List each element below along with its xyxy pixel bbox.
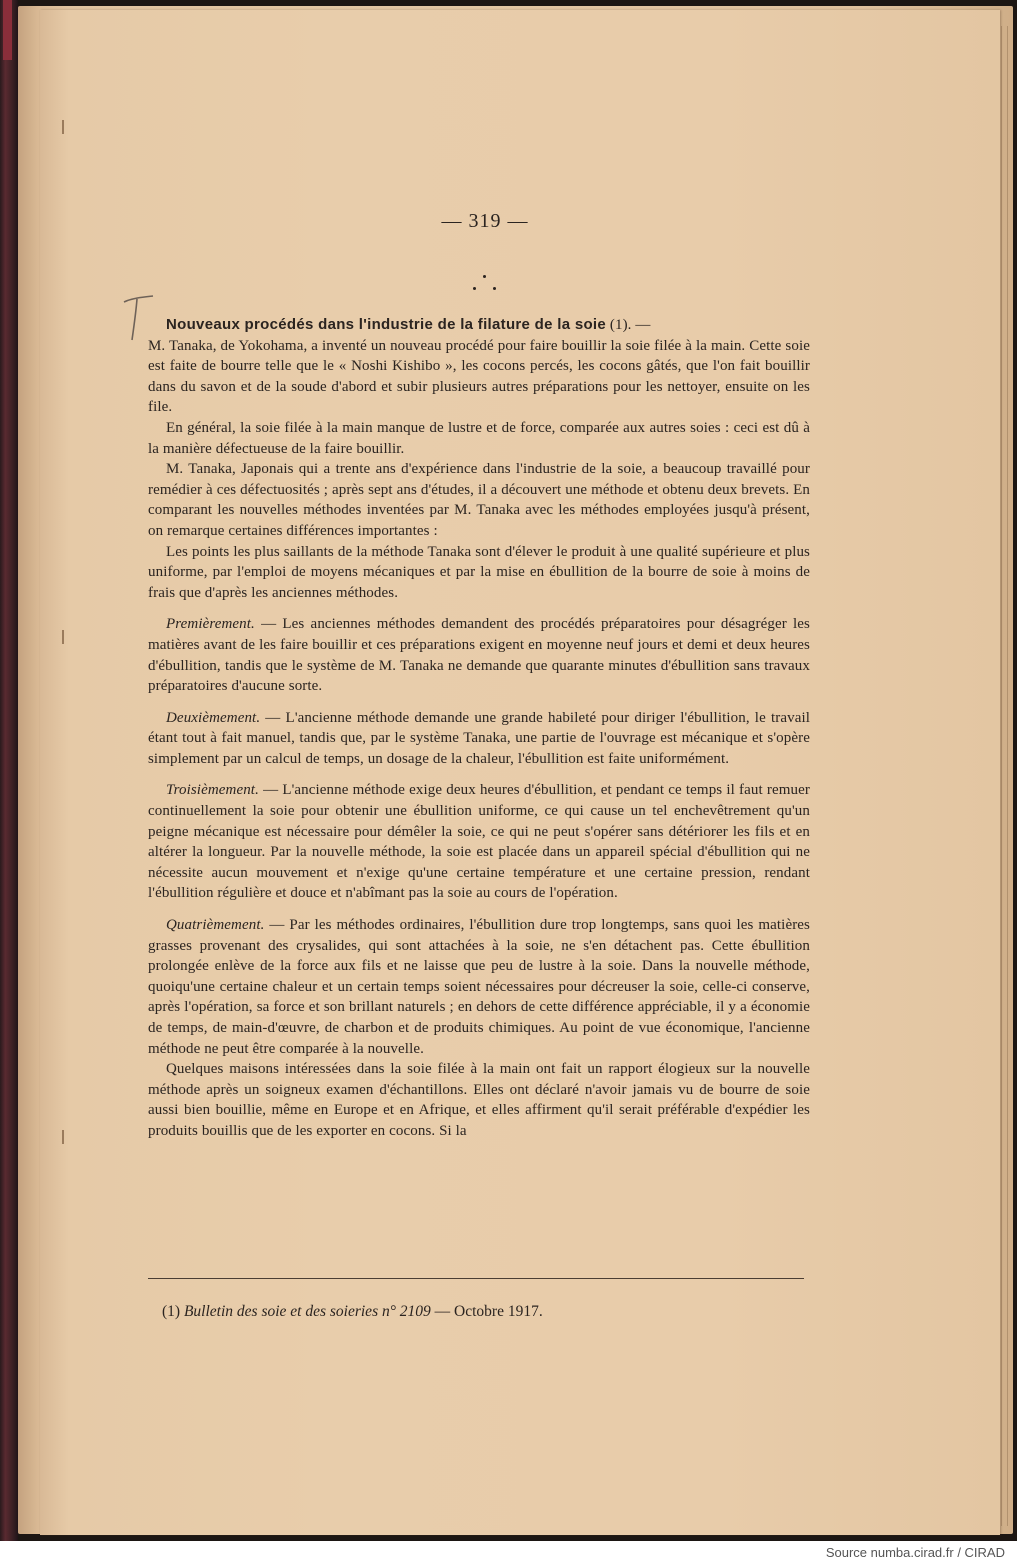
binding-stitch — [62, 1130, 64, 1144]
page-stack — [18, 6, 1013, 1534]
ornament-dots — [465, 272, 505, 294]
heading-footnote-ref: (1). — — [609, 317, 651, 333]
footnote-source: Bulletin des soie et des soieries n° 2109 — [183, 1303, 431, 1320]
paragraph — [148, 780, 810, 904]
footnote — [162, 1303, 782, 1321]
paragraph-text: M. Tanaka, Japonais qui a trente ans d'expérience dans l'industrie de la soie, a beaucoup travaillé pour remédier à ces défectuosités ; après sept ans d'études, il a découvert une méthode et obtenu deux brevets. En comparant les nouvelles méthodes inventées par M. Tanaka avec les méthodes employées jusqu'à présent, on remarque certaines différences importantes : — [148, 461, 810, 539]
paragraph-text: Quelques maisons intéressées dans la soie filée à la main ont fait un rapport élogieux sur la nouvelle méthode après un soigneux examen d'échantillons. Elles ont déclaré n'avoir jamais vu de bourre de soie aussi bien bouillie, même en Europe et en Afrique, et elles affirment qu'il serait préférable d'expédier les produits bouillis que de les exporter en cocons. Si la — [148, 1061, 810, 1139]
binding-stitch — [62, 120, 64, 134]
paragraph — [148, 542, 810, 604]
paragraph — [148, 915, 810, 1059]
attribution-bar — [0, 1541, 1017, 1566]
paragraph — [148, 708, 810, 770]
paragraph-lead: Deuxièmement. — [166, 709, 261, 726]
paragraph — [148, 1059, 810, 1141]
paragraph — [148, 614, 810, 696]
page-edge — [1001, 26, 1002, 1526]
binding-stitch — [62, 630, 64, 644]
paragraph — [148, 459, 810, 541]
page-edge — [1007, 26, 1008, 1526]
paragraph-text: Les points les plus saillants de la méthode Tanaka sont d'élever le produit à une qualité supérieure et plus uniforme, par l'emploi de moyens mécaniques et par la mise en ébullition de la bourre de soie à moins de frais que d'après les anciennes méthodes. — [148, 543, 810, 601]
footnote-date: — Octobre 1917. — [434, 1303, 543, 1320]
paragraph-lead: Premièrement. — [166, 616, 255, 633]
footnote-marker: (1) — [162, 1303, 181, 1320]
paragraph-text: En général, la soie filée à la main manque de lustre et de force, comparée aux autres soies : ceci est dû à la manière défectueuse de la faire bouillir. — [148, 419, 810, 457]
paragraph-lead: Quatrièmement. — [166, 917, 265, 934]
source-attribution: Source numba.cirad.fr / CIRAD — [825, 1545, 1005, 1560]
article-body — [148, 315, 810, 1142]
paragraph-lead: Troisièmement. — [166, 782, 259, 799]
book-spine — [0, 0, 18, 1541]
paragraph-text: — Par les méthodes ordinaires, l'ébullition dure trop longtemps, sans quoi les matières grasses provenant des crysalides, qui sont attachées à la soie, ne s'en détachent pas. Cette ébullition prolongée enlève de la force aux fils et ne laisse que peu de lustre à la soie. Dans la nouvelle méthode, quoiqu'une certaine chaleur et un certain temps soient nécessaires pour décreuser la soie, celle-ci conserve, après l'opération, sa force et son brillant naturels ; en dehors de cette différence appréciable, il y a économie de temps, de main-d'œuvre, de charbon et de produits chimiques. Au point de vue économique, l'ancienne méthode ne peut être comparée à la nouvelle. — [148, 917, 810, 1057]
article-heading: Nouveaux procédés dans l'industrie de la filature de la soie — [166, 316, 607, 333]
paragraph-text: — Les anciennes méthodes demandent des procédés préparatoires pour désagréger les matières avant de les faire bouillir et ces préparations exigent en moyenne neuf jours et demi et deux heures d'ébullition, tandis que le système de M. Tanaka ne demande que quarante minutes d'ébullition sans travaux préparatoires d'aucune sorte. — [148, 616, 810, 695]
paragraph-text: — L'ancienne méthode demande une grande habileté pour diriger l'ébullition, le travail étant tout à fait manuel, tandis que, par le système Tanaka, une partie de l'ouvrage est mécanique et s'opère simplement par un calcul de temps, un dosage de la chaleur, l'ébullition est faite uniformément. — [148, 709, 810, 767]
article-heading-line — [148, 315, 810, 336]
paragraph — [148, 418, 810, 459]
page-number: — 319 — — [441, 210, 529, 232]
paragraph — [148, 336, 810, 418]
spine-ribbon — [3, 0, 12, 60]
footnote-rule — [148, 1278, 804, 1279]
page-sheet — [40, 10, 1000, 1535]
paragraph-text: M. Tanaka, de Yokohama, a inventé un nouveau procédé pour faire bouillir la soie filée à la main. Cette soie est faite de bourre telle que le « Noshi Kishibo », les cocons percés, les cocons gâtés, que l'on fait bouillir dans du savon et de la soude d'abord et subir plusieurs autres préparations pour les nettoyer, ensuite on les file. — [148, 337, 810, 416]
paragraph-text: — L'ancienne méthode exige deux heures d'ébullition, et pendant ce temps il faut remuer continuellement la soie pour obtenir une ébullition uniforme, ce qui cause un tel enchevêtrement qu'un peigne mécanique est nécessaire pour démêler la soie, ce qui ne peut s'opérer sans détériorer les fils et en altérer la longueur. Par la nouvelle méthode, la soie est placée dans un appareil spécial d'ébullition qui ne nécessite aucun mouvement et n'exige qu'une certaine température et une certaine pression, rendant l'ébullition régulière et douce et n'abîmant pas la soie au cours de l'opération. — [148, 782, 810, 902]
